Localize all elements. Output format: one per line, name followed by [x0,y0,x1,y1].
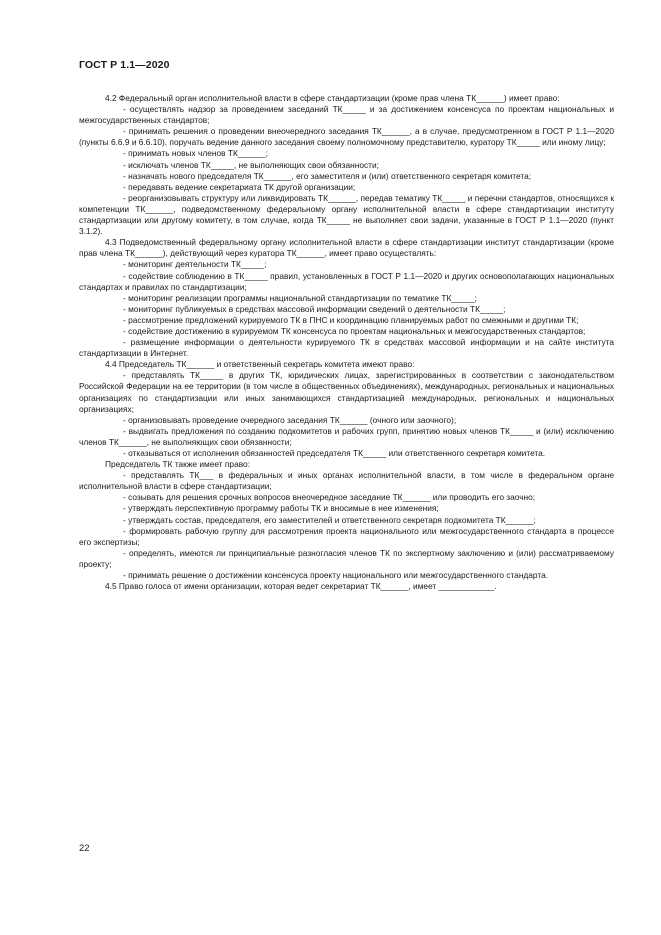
list-item: - утверждать перспективную программу работы ТК и вносимые в нее изменения; [123,503,439,514]
list-item: - осуществлять надзор за проведением заседаний ТК_____ и за достижением консенсуса по проектам национальных и межгосударственных стандартов; [79,104,614,126]
list-item: - принимать решения о проведении внеочередного заседания ТК______, а в случае, предусмотренном в ГОСТ Р 1.1—2020 (пункты 6.6.9 и 6.6.10), поручать ведение данного заседания своему полномочному представителю, куратору ТК_____ или иному лицу; [79,126,614,148]
list-item: - определять, имеются ли принципиальные разногласия членов ТК по экспертному заключению и (или) рассматриваемому проекту; [79,547,614,569]
list-item: - исключать членов ТК_____, не выполняющих свои обязанности; [123,159,379,170]
document-header: ГОСТ Р 1.1—2020 [79,59,170,71]
list-item: - утверждать состав, председателя, его заместителей и ответственного секретаря подкомитета ТК______; [123,514,536,525]
list-item: - созывать для решения срочных вопросов внеочередное заседание ТК______ или проводить его заочно; [123,492,536,503]
paragraph: 4.2 Федеральный орган исполнительной власти в сфере стандартизации (кроме прав члена ТК______) имеет право: [105,93,560,103]
list-item: - принимать решение о достижении консенсуса проекту национального или межгосударственного стандарта. [123,570,549,581]
list-item: - назначать нового председателя ТК______, его заместителя и (или) ответственного секретаря комитета; [123,170,532,181]
list-item: - представлять ТК___ в федеральных и иных органах исполнительной власти, в том числе в федеральном органе исполнительной власти в сфере стандартизации; [79,470,614,492]
paragraph: Председатель ТК также имеет право: [105,459,251,470]
list-item: - реорганизовывать структуру или ликвидировать ТК______, передав тематику ТК_____ и перечни стандартов, относящихся к компетенции ТК______, подведомственному федеральному органу исполнительной власти в сфере стандартизации институту стандартизации или другому комитету, в том случае, когда ТК_____ не выполняет свои задачи, указанные в ГОСТ Р 1.1—2020 (пункт 3.1.2). [79,192,614,237]
list-item: - мониторинг реализации программы национальной стандартизации по тематике ТК_____; [123,292,477,303]
list-item: - передавать ведение секретариата ТК другой организации; [123,181,356,192]
list-item: - мониторинг деятельности ТК_____; [123,259,267,270]
paragraph: 4.4 Председатель ТК______ и ответственный секретарь комитета имеют право: [105,359,415,370]
list-item: - выдвигать предложения по созданию подкомитетов и рабочих групп, принятию новых членов ТК_____ и (или) исключению членов ТК______, не выполняющих свои обязанности; [79,425,614,447]
paragraph: 4.3 Подведомственный федеральному органу исполнительной власти в сфере стандартизации институт стандартизации (кроме прав члена ТК______), действующий через куратора ТК______, имеет право осуществлять: [79,237,614,259]
list-item: - мониторинг публикуемых в средствах массовой информации сведений о деятельности ТК_____; [123,303,506,314]
list-item: - представлять ТК_____ в других ТК, юридических лицах, зарегистрированных в соответствии с законодательством Российской Федерации на ее территории (в том числе в общественных объединениях), международных, региональных и национальных организациях по стандартизации или иных занимающихся стандартизацией международных, региональных и национальных организациях; [79,370,614,414]
list-item: - содействие достижению в курируемом ТК консенсуса по проектам национальных и межгосударственных стандартов; [123,325,586,336]
list-item: - содействие соблюдению в ТК_____ правил, установленных в ГОСТ Р 1.1—2020 и других основополагающих национальных стандартах и правилах по стандартизации; [79,270,614,292]
list-item: - принимать новых членов ТК______; [123,148,269,159]
list-item: - рассмотрение предложений курируемого ТК в ПНС и координацию планируемых работ по смежными и другими ТК; [123,314,579,325]
paragraph: 4.5 Право голоса от имени организации, которая ведет секретариат ТК______, имеет ____________. [105,581,497,592]
list-item: - размещение информации о деятельности курируемого ТК в средствах массовой информации и на сайте института стандартизации в Интернет. [79,337,614,359]
page-number: 22 [79,843,90,854]
document-body [79,93,614,592]
list-item: - формировать рабочую группу для рассмотрения проекта национального или межгосударственного стандарта в процессе его экспертизы; [79,525,614,547]
list-item: - отказываться от исполнения обязанностей председателя ТК_____ или ответственного секретаря комитета. [123,448,546,458]
list-item: - организовывать проведение очередного заседания ТК______ (очного или заочного); [123,414,457,425]
